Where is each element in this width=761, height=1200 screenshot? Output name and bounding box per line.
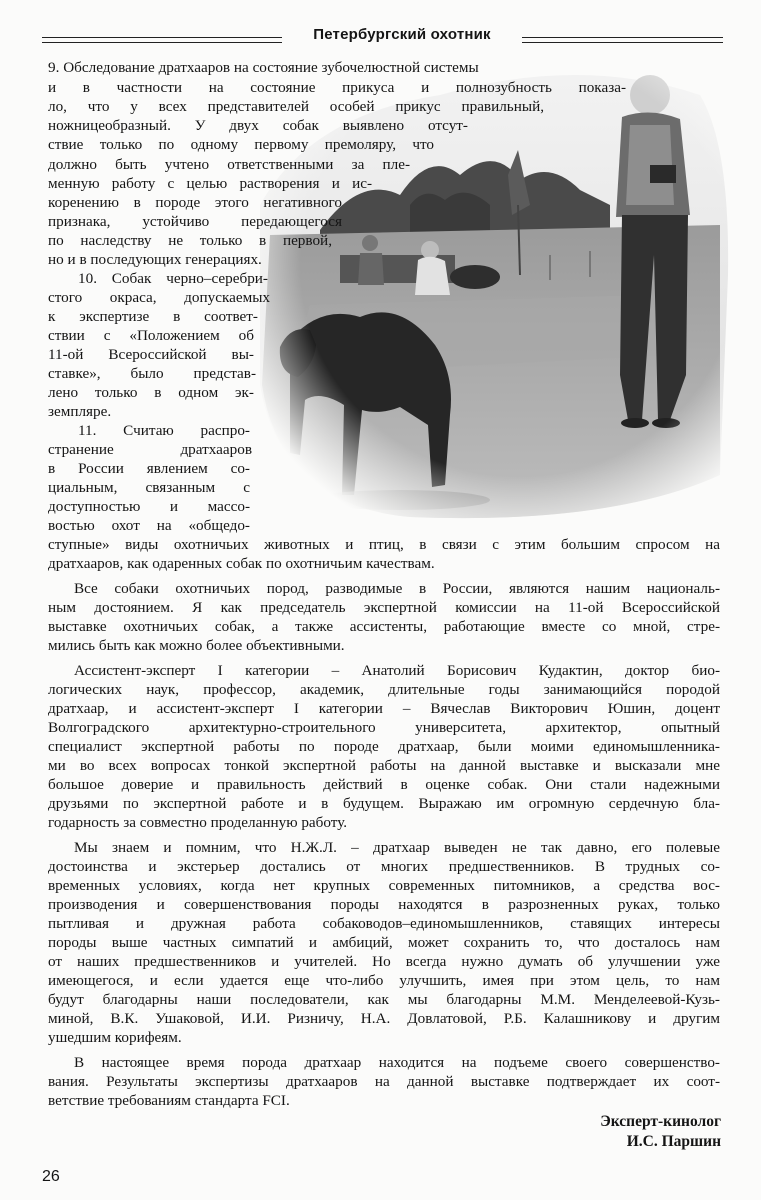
text-line: логических наук, профессор, академик, длительные годы занимающийся породой <box>48 681 720 698</box>
text-line: но и в последующих генерациях. <box>48 251 262 268</box>
header-rule-left <box>42 37 282 43</box>
text-line: ло, что у всех представителей особей прикус правильный, <box>48 98 544 115</box>
text-line: 9. Обследование дратхааров на состояние зубочелюстной системы <box>48 59 479 76</box>
text-line: временных условиях, когда нет крупных современных питомников, а средства вос- <box>48 877 720 894</box>
text-line: странение дратхааров <box>48 441 252 458</box>
text-line: коренению в породе этого негативного <box>48 194 342 211</box>
text-line: менную работу с целью растворения и ис- <box>48 175 372 192</box>
text-line: 11. Считаю распро- <box>78 422 250 439</box>
signature-name: И.С. Паршин <box>626 1133 721 1150</box>
text-line: имеющегося, и если удается еще что-либо улучшить, имея при этом цель, то нам <box>48 972 720 989</box>
text-line: дратхааров, как одаренных собак по охотничьим качествам. <box>48 555 435 572</box>
text-line: востью охот на «общедо- <box>48 517 250 534</box>
text-line: специалист экспертной работы по породе дратхаар, были моими единомышленника- <box>48 738 720 755</box>
text-line: стого окраса, допускаемых <box>48 289 270 306</box>
text-line: производения и совершенствования породы находятся в разрозненных руках, только <box>48 896 720 913</box>
text-line: ветствие требованиям стандарта FCI. <box>48 1092 290 1109</box>
text-line: от наших предшественников и учителей. Но всегда нужно думать об улучшении уже <box>48 953 720 970</box>
text-line: ствии с «Положением об <box>48 327 254 344</box>
text-line: будут благодарны наши последователи, как мы благодарны М.М. Менделеевой-Кузь- <box>48 991 720 1008</box>
text-line: дратхаар, и ассистент-эксперт I категории – Вячеслав Викторович Юшин, доцент <box>48 700 720 717</box>
text-line: к экспертизе в соответ- <box>48 308 258 325</box>
text-line: друзьями по экспертной работе и в будущем. Выражаю им огромную сердечную бла- <box>48 795 720 812</box>
text-line: по наследству не только в первой, <box>48 232 332 249</box>
journal-title: Петербургский охотник <box>313 26 491 43</box>
text-line: лено только в одном эк- <box>48 384 254 401</box>
text-line: большое доверие и правильность действий в оценке собак. Они стали надежными <box>48 776 720 793</box>
text-line: пытливая и дружная работа собаководов–единомышленников, ставящих интересы <box>48 915 720 932</box>
text-line: 10. Собак черно–серебри- <box>78 270 268 287</box>
header-rule-right <box>522 37 723 43</box>
text-line: ставке», было представ- <box>48 365 256 382</box>
text-line: годарность за совместно проделанную работу. <box>48 814 348 831</box>
text-line: признака, устойчиво передающегося <box>48 213 342 230</box>
text-line: ми во всех вопросах тонкой экспертной работы на данной выставке и высказали мне <box>48 757 720 774</box>
text-line: Все собаки охотничьих пород, разводимые в России, являются нашим националь- <box>74 580 720 597</box>
running-header <box>40 23 725 53</box>
text-line: ушедшим корифеям. <box>48 1029 182 1046</box>
text-line: циальным, связанным с <box>48 479 250 496</box>
text-line: земпляре. <box>48 403 112 420</box>
text-line: Волгоградского архитектурно-строительного университета, архитектор, опытный <box>48 719 720 736</box>
text-line: ным достоянием. Я как председатель экспертной комиссии на 11-ой Всероссийской <box>48 599 720 616</box>
signature-role: Эксперт-кинолог <box>600 1113 721 1130</box>
text-line: вания. Результаты экспертизы дратхааров на данной выставке подтверждает их соот- <box>48 1073 720 1090</box>
text-line: в России явлением со- <box>48 460 250 477</box>
text-line: доступностью и массо- <box>48 498 250 515</box>
text-line: ножницеобразный. У двух собак выявлено отсут- <box>48 117 468 134</box>
text-line: должно быть учтено ответственными за пле- <box>48 156 410 173</box>
text-line: выставке охотничьих собак, а также ассистенты, работающие вместе со мной, стре- <box>48 618 720 635</box>
text-line: и в частности на состояние прикуса и полнозубность показа- <box>48 79 626 96</box>
text-line: мились быть как можно более объективными. <box>48 637 345 654</box>
text-line: 11-ой Всероссийской вы- <box>48 346 254 363</box>
text-line: В настоящее время порода дратхаар находится на подъеме своего совершенство- <box>74 1054 720 1071</box>
page-number: 26 <box>42 1168 60 1185</box>
text-line: породы выше частных симпатий и амбиций, может сохранить то, что досталось нам <box>48 934 720 951</box>
text-line: ствие только по одному первому премоляру, что <box>48 136 434 153</box>
text-line: миной, В.К. Ушаковой, И.И. Ризничу, Н.А. Довлатовой, Р.Б. Калашникову и другим <box>48 1010 720 1027</box>
text-line: Мы знаем и помним, что Н.Ж.Л. – дратхаар выведен не так давно, его полевые <box>74 839 720 856</box>
text-line: ступные» виды охотничьих животных и птиц, в связи с этим большим спросом на <box>48 536 720 553</box>
text-line: достоинства и экстерьер достались от многих предшественников. В трудных со- <box>48 858 720 875</box>
text-line: Ассистент-эксперт I категории – Анатолий Борисович Кудактин, доктор био- <box>74 662 720 679</box>
